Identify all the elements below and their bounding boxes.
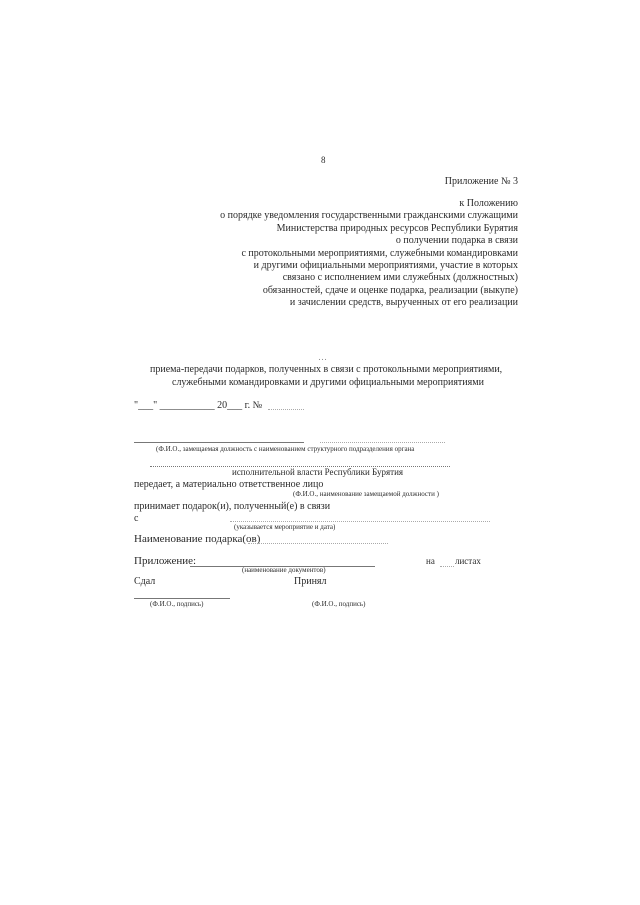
appendix-line: и другими официальными мероприятиями, участие в которых [253, 260, 518, 272]
act-subtitle-line-2: служебными командировками и другими официальными мероприятиями [172, 377, 484, 388]
handed-signature-caption: (Ф.И.О., подпись) [150, 600, 204, 608]
received-signature-caption: (Ф.И.О., подпись) [312, 600, 366, 608]
fio-caption: (Ф.И.О., замещаемая должность с наименованием структурного подразделения органа [156, 445, 415, 453]
attachment-sheets: листах [455, 556, 481, 566]
appendix-line: Министерства природных ресурсов Республики Бурятия [276, 222, 518, 234]
appendix-line: связано с исполнением ими служебных (должностных) [282, 272, 518, 284]
attachment-label: Приложение: [134, 555, 197, 567]
event-blank-line [230, 521, 490, 522]
transfers-text: передает, а материально ответственное лицо [134, 479, 324, 490]
accepts-text: принимает подарок(и), полученный(е) в связи [134, 501, 331, 512]
appendix-line: и зачислении средств, вырученных от его реализации [289, 297, 518, 309]
docs-caption: (наименование документов) [242, 566, 326, 574]
fio-caption-2: (Ф.И.О., наименование замещаемой должности ) [293, 490, 439, 498]
act-date-number-line: "___" ___________ 20___ г. № [134, 400, 263, 411]
act-number-blank [268, 409, 304, 410]
appendix-reference-block [220, 198, 518, 310]
appendix-line: обязанностей, сдаче и оценке подарка, реализации (выкупе) [262, 284, 518, 296]
handed-signature-line [134, 598, 230, 599]
act-heading-mark: … [318, 352, 327, 362]
with-text: с [134, 513, 139, 524]
attachment-sheets-blank [440, 566, 454, 567]
authority-name: исполнительной власти Республики Бурятия [232, 467, 404, 477]
act-subtitle-line-1: приема-передачи подарков, полученных в связи с протокольными мероприятиями, [150, 364, 503, 375]
gift-name-blank [248, 543, 388, 544]
appendix-line: о получении подарка в связи [395, 235, 518, 247]
fio-blank-line [134, 442, 304, 443]
fio-blank-line-cont [320, 442, 445, 443]
received-label: Принял [294, 576, 327, 587]
handed-label: Сдал [134, 576, 156, 587]
appendix-title: Приложение № 3 [444, 176, 518, 187]
attachment-on: на [426, 556, 435, 566]
appendix-line: о порядке уведомления государственными гражданскими служащими [220, 210, 518, 222]
event-caption: (указывается мероприятие и дата) [234, 523, 336, 531]
appendix-line: к Положению [459, 198, 518, 209]
gift-name-label: Наименование подарка(ов) [134, 533, 261, 545]
page-number: 8 [321, 155, 326, 165]
appendix-line: с протокольными мероприятиями, служебными командировками [241, 247, 518, 259]
